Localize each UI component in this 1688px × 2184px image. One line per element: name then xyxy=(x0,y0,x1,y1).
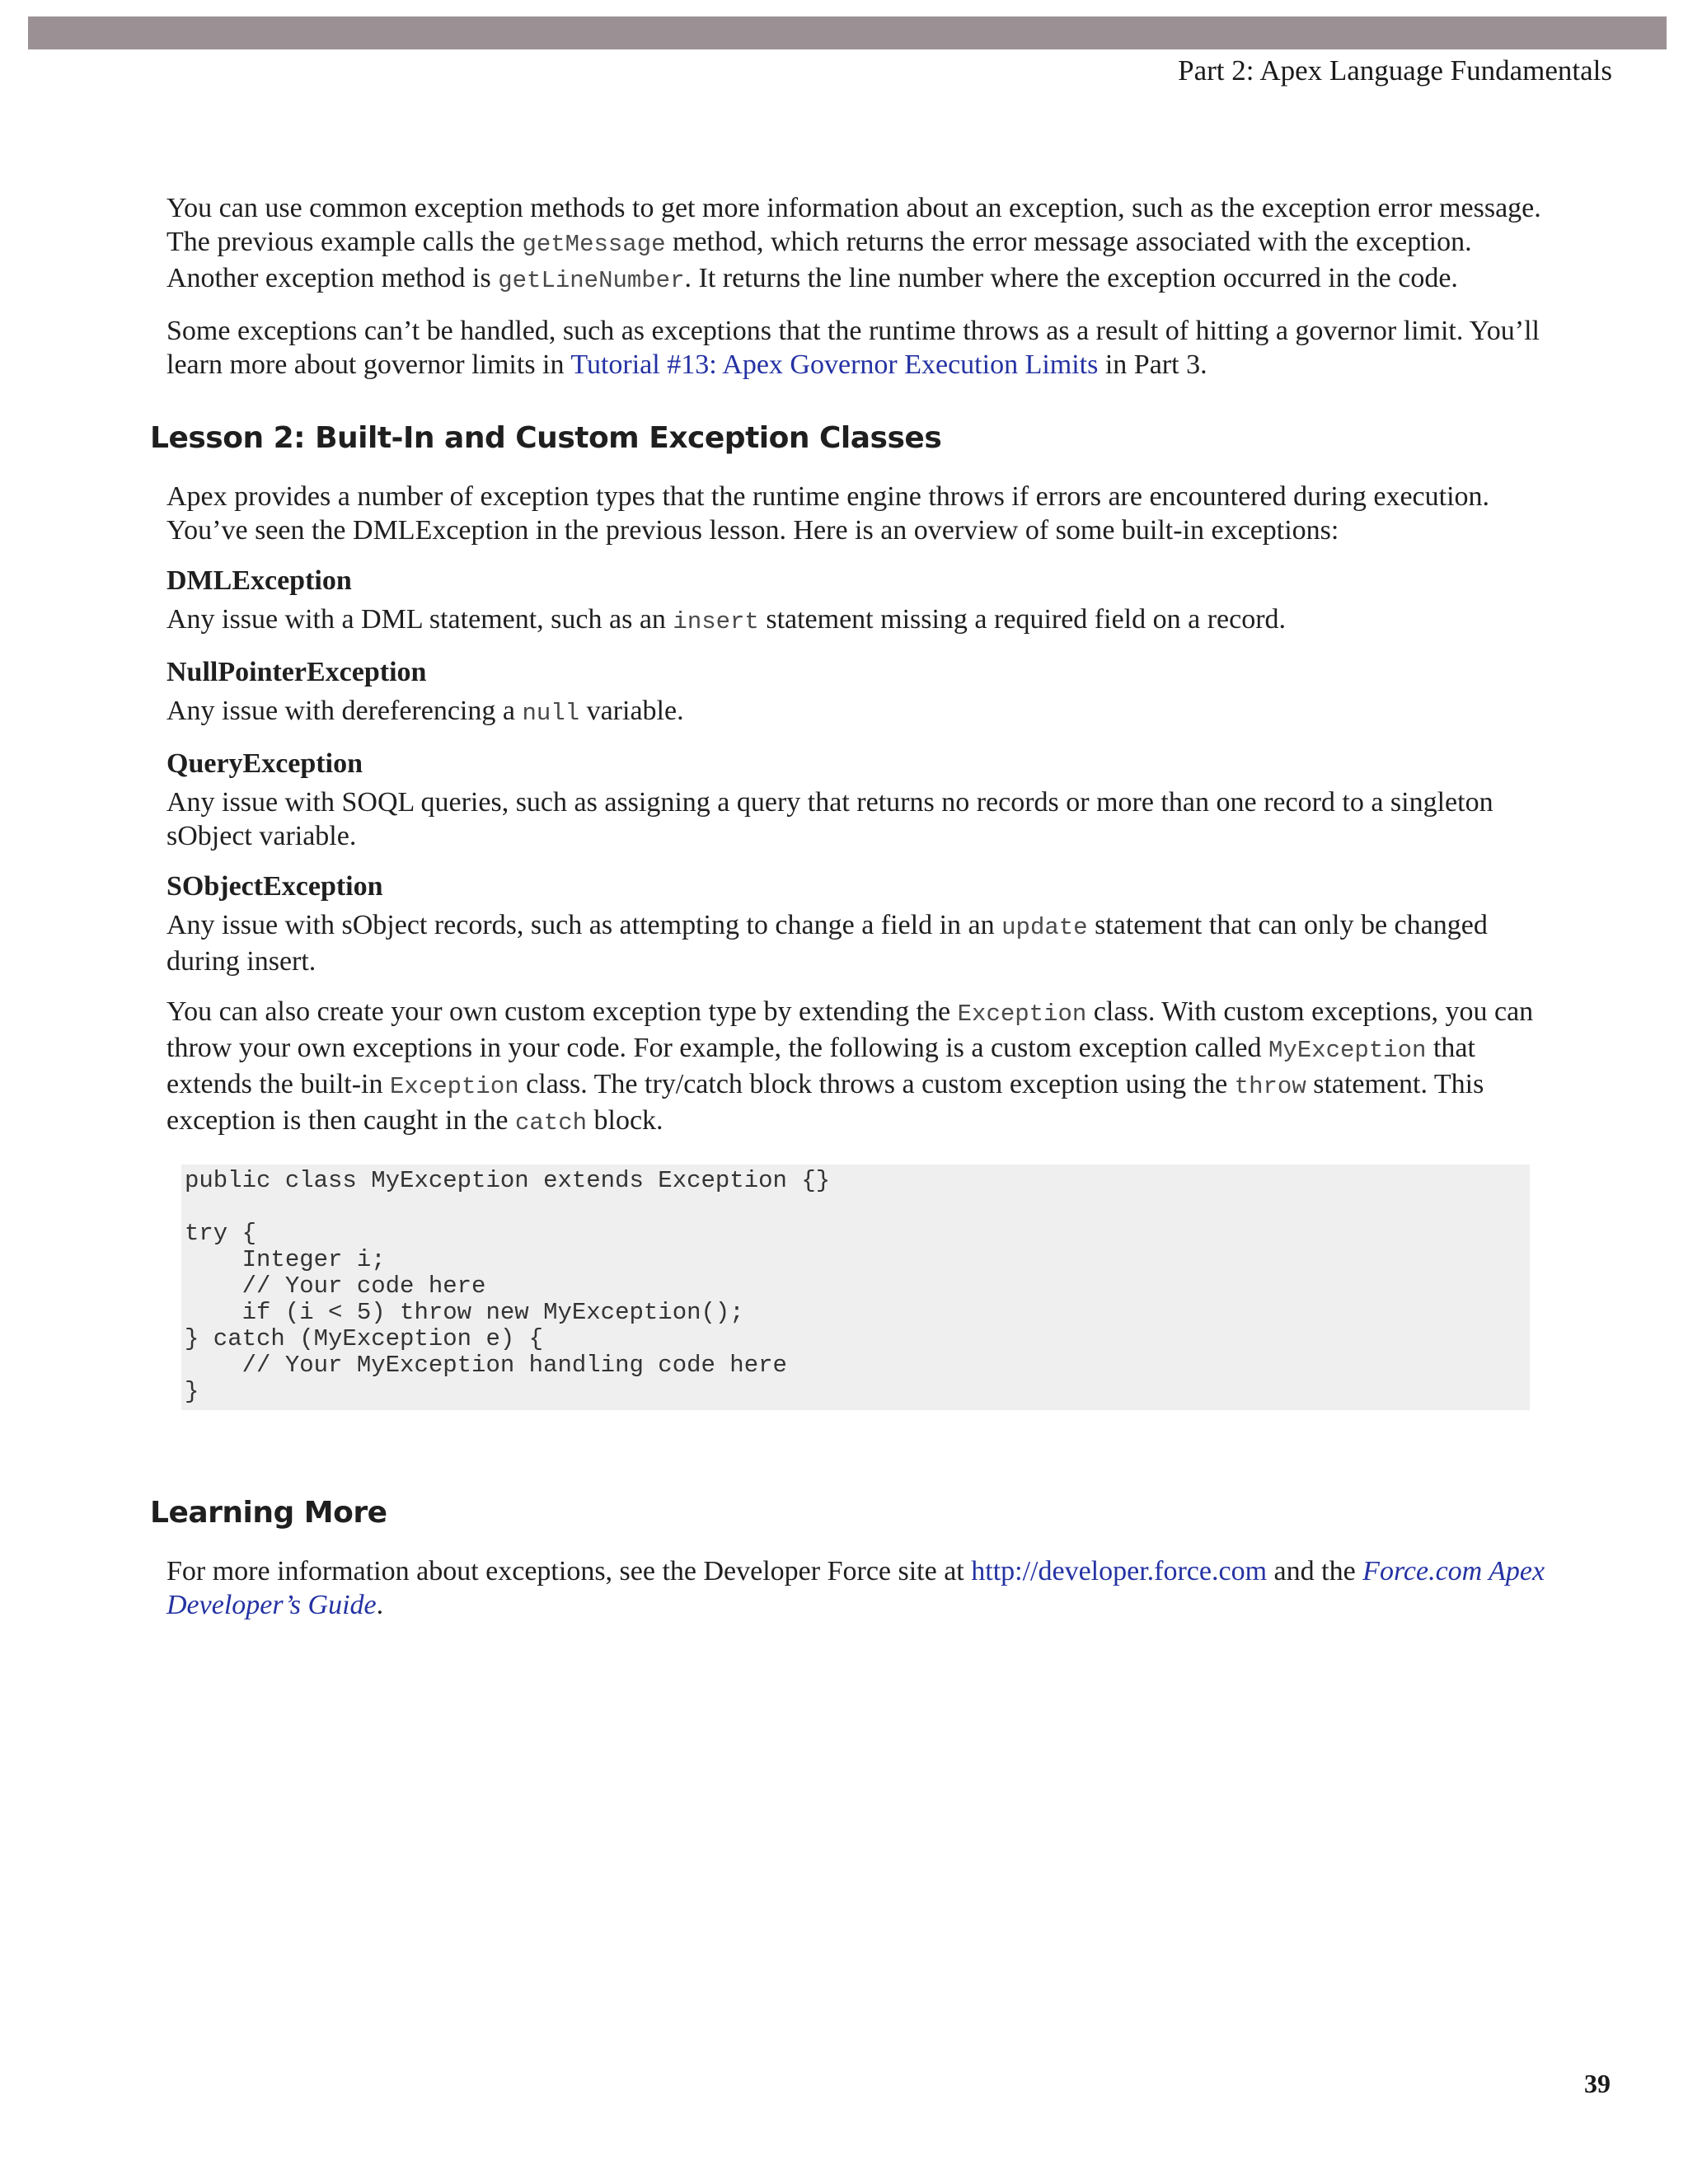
code-exception-2: Exception xyxy=(390,1073,519,1100)
link-developer-force[interactable]: http://developer.force.com xyxy=(971,1556,1268,1586)
code-update: update xyxy=(1001,914,1088,941)
paragraph-learning-more: For more information about exceptions, see the Developer Force site at http://developer.force.com and the Force.com Apex Developer’s Guide. xyxy=(166,1556,1545,1620)
code-exception: Exception xyxy=(957,1001,1087,1028)
code-myexception: MyException xyxy=(1268,1037,1427,1064)
term-sobjectexception: SObjectException xyxy=(166,871,383,902)
definition-dmlexception: Any issue with a DML statement, such as an insert statement missing a required field on a record. xyxy=(166,604,1287,635)
running-head: Part 2: Apex Language Fundamentals xyxy=(1178,54,1612,87)
heading-lesson-2: Lesson 2: Built-In and Custom Exception Classes xyxy=(150,421,942,455)
page-body xyxy=(150,191,1547,1638)
paragraph-exception-methods: You can use common exception methods to get more information about an exception, such as the exception error message. The previous example calls the getMessage method, which returns the error message associated with the exception. Another exception method is getLineNumber. It returns the line number where the exception occurred in the code. xyxy=(166,193,1541,294)
term-nullpointerexception: NullPointerException xyxy=(166,657,427,687)
paragraph-custom-exceptions: You can also create your own custom exception type by extending the Exception class. With custom exceptions, you can throw your own exceptions in your code. For example, the following is a custom exception called MyException that extends the built-in Exception class. The try/catch block throws a custom exception using the throw statement. This exception is then caught in the catch block. xyxy=(166,996,1534,1137)
link-apex-developers-guide[interactable]: Force.com Apex Developer’s Guide xyxy=(166,1556,1545,1620)
paragraph-lesson-intro: Apex provides a number of exception types that the runtime engine throws if errors are encountered during execution. You’ve seen the DMLException in the previous lesson. Here is an overview of some built-in exceptions: xyxy=(166,481,1490,546)
heading-learning-more: Learning More xyxy=(150,1496,387,1530)
term-dmlexception: DMLException xyxy=(166,565,352,596)
code-getlinenumber: getLineNumber xyxy=(498,267,685,294)
definition-queryexception: Any issue with SOQL queries, such as assigning a query that returns no records or more than one record to a singleton sObject variable. xyxy=(166,787,1493,851)
code-catch: catch xyxy=(515,1109,588,1137)
definition-sobjectexception: Any issue with sObject records, such as attempting to change a field in an update statement that can only be changed during insert. xyxy=(166,910,1488,977)
link-tutorial-13[interactable]: Tutorial #13: Apex Governor Execution Limits xyxy=(570,349,1099,380)
code-getmessage: getMessage xyxy=(522,231,666,258)
code-sample-block: public class MyException extends Exception {} try { Integer i; // Your code here if (i < 5) throw new MyException(); } catch (MyException e) { // Your MyException handling code here } xyxy=(181,1165,1530,1410)
code-insert: insert xyxy=(673,608,759,635)
term-queryexception: QueryException xyxy=(166,748,363,779)
page-number: 39 xyxy=(1584,2069,1611,2098)
paragraph-governor-limits: Some exceptions can’t be handled, such as exceptions that the runtime throws as a result of hitting a governor limit. You’ll learn more about governor limits in Tutorial #13: Apex Governor Execution Limits in Part 3. xyxy=(166,316,1540,380)
header-bar xyxy=(28,16,1667,49)
code-throw: throw xyxy=(1234,1073,1306,1100)
code-null: null xyxy=(522,700,580,727)
definition-nullpointerexception: Any issue with dereferencing a null variable. xyxy=(166,696,684,727)
